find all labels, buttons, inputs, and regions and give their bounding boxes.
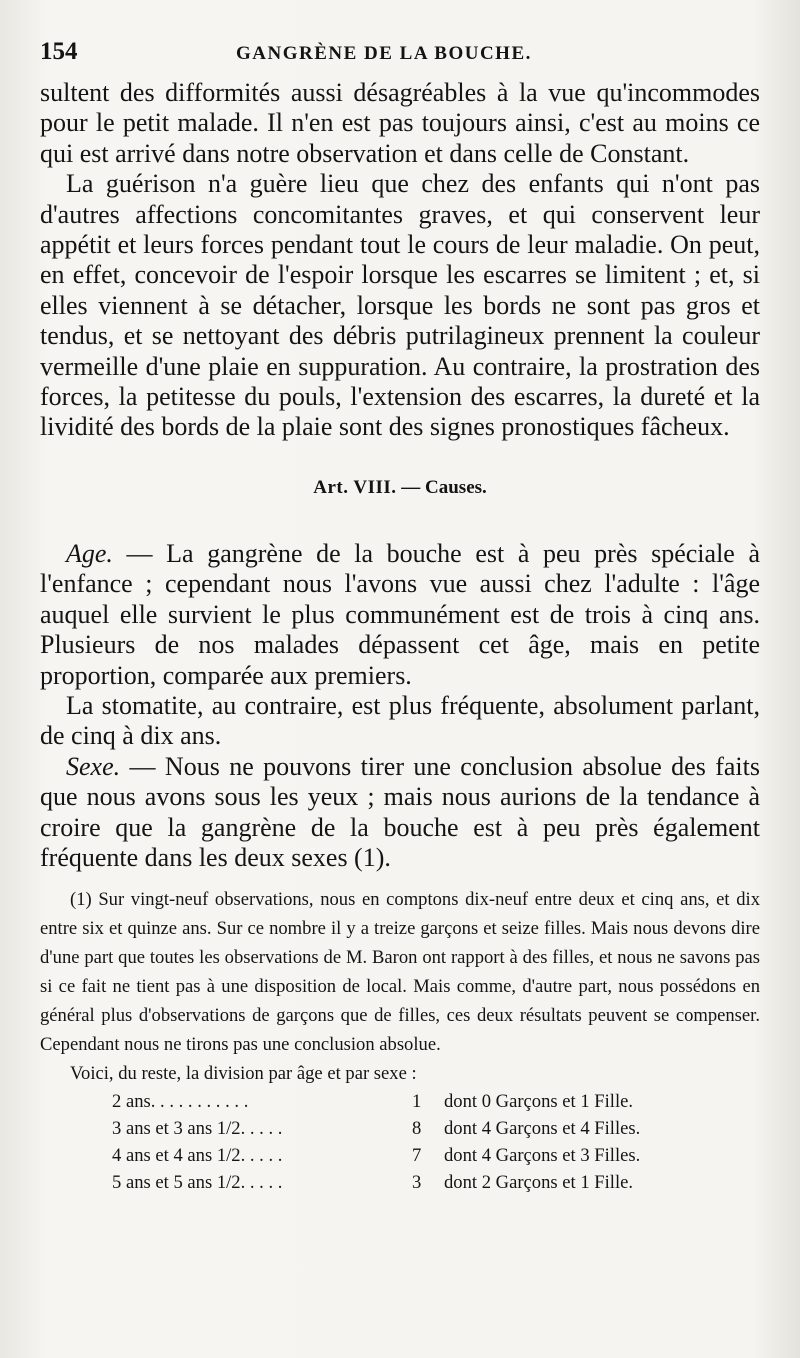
paragraph-continued: sultent des difformités aussi désagréables à la vue qu'incommodes pour le petit malade. Il n'en est pas toujours ainsi, c'est au moins ce qui est arrivé dans notre observation et dans celle de Constant. xyxy=(40,78,760,168)
section-dash: — xyxy=(396,476,426,498)
row-count: 1 xyxy=(412,1091,422,1113)
causes-text xyxy=(40,539,760,873)
row-age: 5 ans et 5 ans 1/2. . . . . xyxy=(112,1172,283,1194)
footnote-text: (1) Sur vingt-neuf observations, nous en comptons dix-neuf entre deux et cinq ans, et dix entre six et quinze ans. Sur ce nombre il y a treize garçons et seize filles. Mais nous devons dire d'une part que toutes les observations de M. Baron ont rapport à des filles, et nous ne savons pas si ce fait ne tient pas à une disposition de local. Mais comme, d'autre part, nous possédons en général plus d'observations de garçons que de filles, ces deux résultats peuvent se compenser. Cependant nous ne tirons pas une conclusion absolue. xyxy=(40,889,760,1056)
row-count: 8 xyxy=(412,1118,422,1140)
sexe-text: — Nous ne pouvons tirer une conclusion absolue des faits que nous avons sous les yeux ; mais nous aurions de la tendance à croire que la gangrène de la bouche est à peu près également fréquente dans les deux sexes (1). xyxy=(40,751,760,872)
main-text xyxy=(40,78,760,443)
age-label: Age. xyxy=(66,538,113,568)
footnote xyxy=(40,885,760,1196)
section-title-text: Causes. xyxy=(425,476,487,498)
paragraph-guerison: La guérison n'a guère lieu que chez des enfants qui n'ont pas d'autres affections concomitantes graves, et qui conservent leur appétit et leurs forces pendant tout le cours de leur maladie. On peut, en effet, concevoir de l'espoir lorsque les escarres se limitent ; et, si elles viennent à se détacher, lorsque les bords ne sont pas gros et tendus, et se nettoyant des débris putrilagineux prennent la couleur vermeille d'une plaie en suppuration. Au contraire, la prostration des forces, la petitesse du pouls, l'extension des escarres, la dureté et la lividité des bords de la plaie sont des signes pronostiques fâcheux. xyxy=(40,169,760,442)
row-age: 3 ans et 3 ans 1/2. . . . . xyxy=(112,1118,283,1140)
footnote-intro: Voici, du reste, la division par âge et par sexe : xyxy=(70,1063,417,1085)
table-row xyxy=(112,1088,760,1115)
section-article-number: Art. VIII. xyxy=(313,476,397,498)
page-header xyxy=(40,38,760,74)
paragraph-sexe xyxy=(40,752,760,874)
row-count: 3 xyxy=(412,1172,422,1194)
running-head: GANGRÈNE DE LA BOUCHE. xyxy=(236,43,532,64)
age-text: — La gangrène de la bouche est à peu près spéciale à l'enfance ; cependant nous l'avons vue aussi chez l'adulte : l'âge auquel elle survient le plus communément est de trois à cinq ans. Plusieurs de nos malades dépassent cet âge, mais en petite proportion, comparée aux premiers. xyxy=(40,538,760,690)
paragraph-stomatite: La stomatite, au contraire, est plus fréquente, absolument parlant, de cinq à dix ans. xyxy=(40,690,760,751)
row-count: 7 xyxy=(412,1145,422,1167)
row-detail: dont 2 Garçons et 1 Fille. xyxy=(444,1172,634,1194)
table-row xyxy=(112,1115,760,1142)
page-number: 154 xyxy=(40,38,78,65)
age-sex-division-table xyxy=(112,1088,760,1196)
sexe-label: Sexe. xyxy=(66,751,121,781)
row-detail: dont 4 Garçons et 3 Filles. xyxy=(444,1145,641,1167)
row-age: 2 ans. . . . . . . . . . . xyxy=(112,1091,249,1113)
row-detail: dont 4 Garçons et 4 Filles. xyxy=(444,1118,641,1140)
paragraph-age xyxy=(40,539,760,691)
row-detail: dont 0 Garçons et 1 Fille. xyxy=(444,1091,634,1113)
section-heading xyxy=(40,477,760,501)
row-age: 4 ans et 4 ans 1/2. . . . . xyxy=(112,1145,283,1167)
table-row xyxy=(112,1142,760,1169)
table-row xyxy=(112,1169,760,1196)
